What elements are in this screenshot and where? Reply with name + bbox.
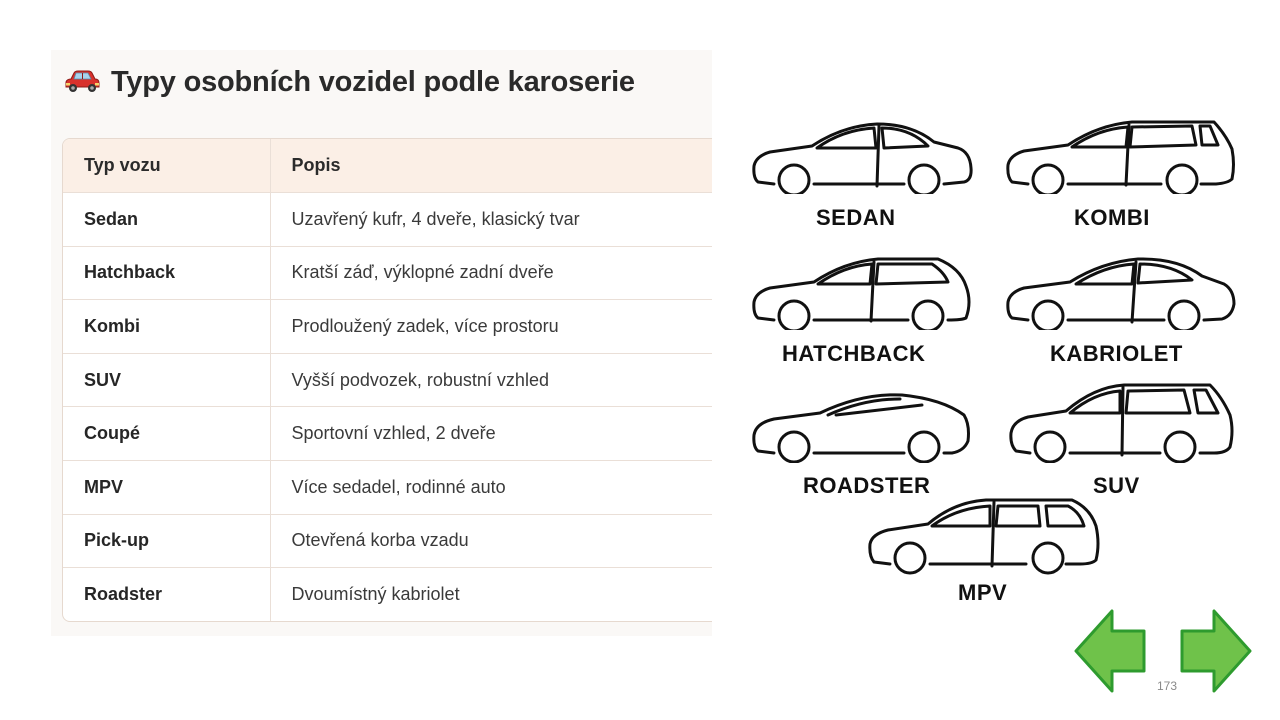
cell-description: Více sedadel, rodinné auto xyxy=(270,461,712,515)
roadster-illustration xyxy=(752,391,972,463)
table-row xyxy=(63,568,712,622)
body-types-table xyxy=(62,138,712,622)
body-types-panel xyxy=(51,50,712,636)
cell-description: Sportovní vzhled, 2 dveře xyxy=(270,407,712,461)
column-header-type: Typ vozu xyxy=(63,139,270,193)
arrow-left-icon[interactable] xyxy=(1072,607,1148,700)
suv-label: SUV xyxy=(1093,473,1140,498)
red-car-icon xyxy=(63,69,101,95)
table-row xyxy=(63,246,712,300)
cell-type: Hatchback xyxy=(63,246,270,300)
kombi-illustration xyxy=(1006,119,1236,194)
cell-type: Pick-up xyxy=(63,514,270,568)
cell-type: Sedan xyxy=(63,193,270,247)
hatchback-illustration xyxy=(752,256,974,330)
cell-type: MPV xyxy=(63,461,270,515)
table-row xyxy=(63,193,712,247)
table-row xyxy=(63,461,712,515)
mpv-label: MPV xyxy=(958,580,1008,605)
roadster-label: ROADSTER xyxy=(803,473,931,498)
cell-description: Vyšší podvozek, robustní vzhled xyxy=(270,353,712,407)
panel-header xyxy=(63,62,635,102)
sedan-illustration xyxy=(752,122,974,194)
cell-description: Kratší záď, výklopné zadní dveře xyxy=(270,246,712,300)
table-row xyxy=(63,353,712,407)
table-row xyxy=(63,407,712,461)
cell-type: Coupé xyxy=(63,407,270,461)
mpv-illustration xyxy=(868,498,1102,576)
suv-illustration xyxy=(1008,383,1236,463)
table-row xyxy=(63,514,712,568)
panel-title: Typy osobních vozidel podle karoserie xyxy=(111,65,635,98)
cell-description: Dvoumístný kabriolet xyxy=(291,584,460,605)
hatchback-label: HATCHBACK xyxy=(782,341,926,366)
kombi-label: KOMBI xyxy=(1074,205,1150,230)
cell-description: Otevřená korba vzadu xyxy=(270,514,712,568)
cell-description: Prodloužený zadek, více prostoru xyxy=(270,300,712,354)
kabriolet-label: KABRIOLET xyxy=(1050,341,1183,366)
cell-description: Uzavřený kufr, 4 dveře, klasický tvar xyxy=(270,193,712,247)
table-row xyxy=(63,300,712,354)
sedan-label: SEDAN xyxy=(816,205,896,230)
cell-type: SUV xyxy=(63,353,270,407)
cell-type: Roadster xyxy=(63,568,270,622)
column-header-description: Popis xyxy=(270,139,712,193)
arrow-right-icon[interactable] xyxy=(1178,607,1254,700)
table-header-row xyxy=(63,139,712,193)
kabriolet-illustration xyxy=(1006,256,1236,330)
page-number: 173 xyxy=(1157,679,1178,693)
cell-type: Kombi xyxy=(63,300,270,354)
